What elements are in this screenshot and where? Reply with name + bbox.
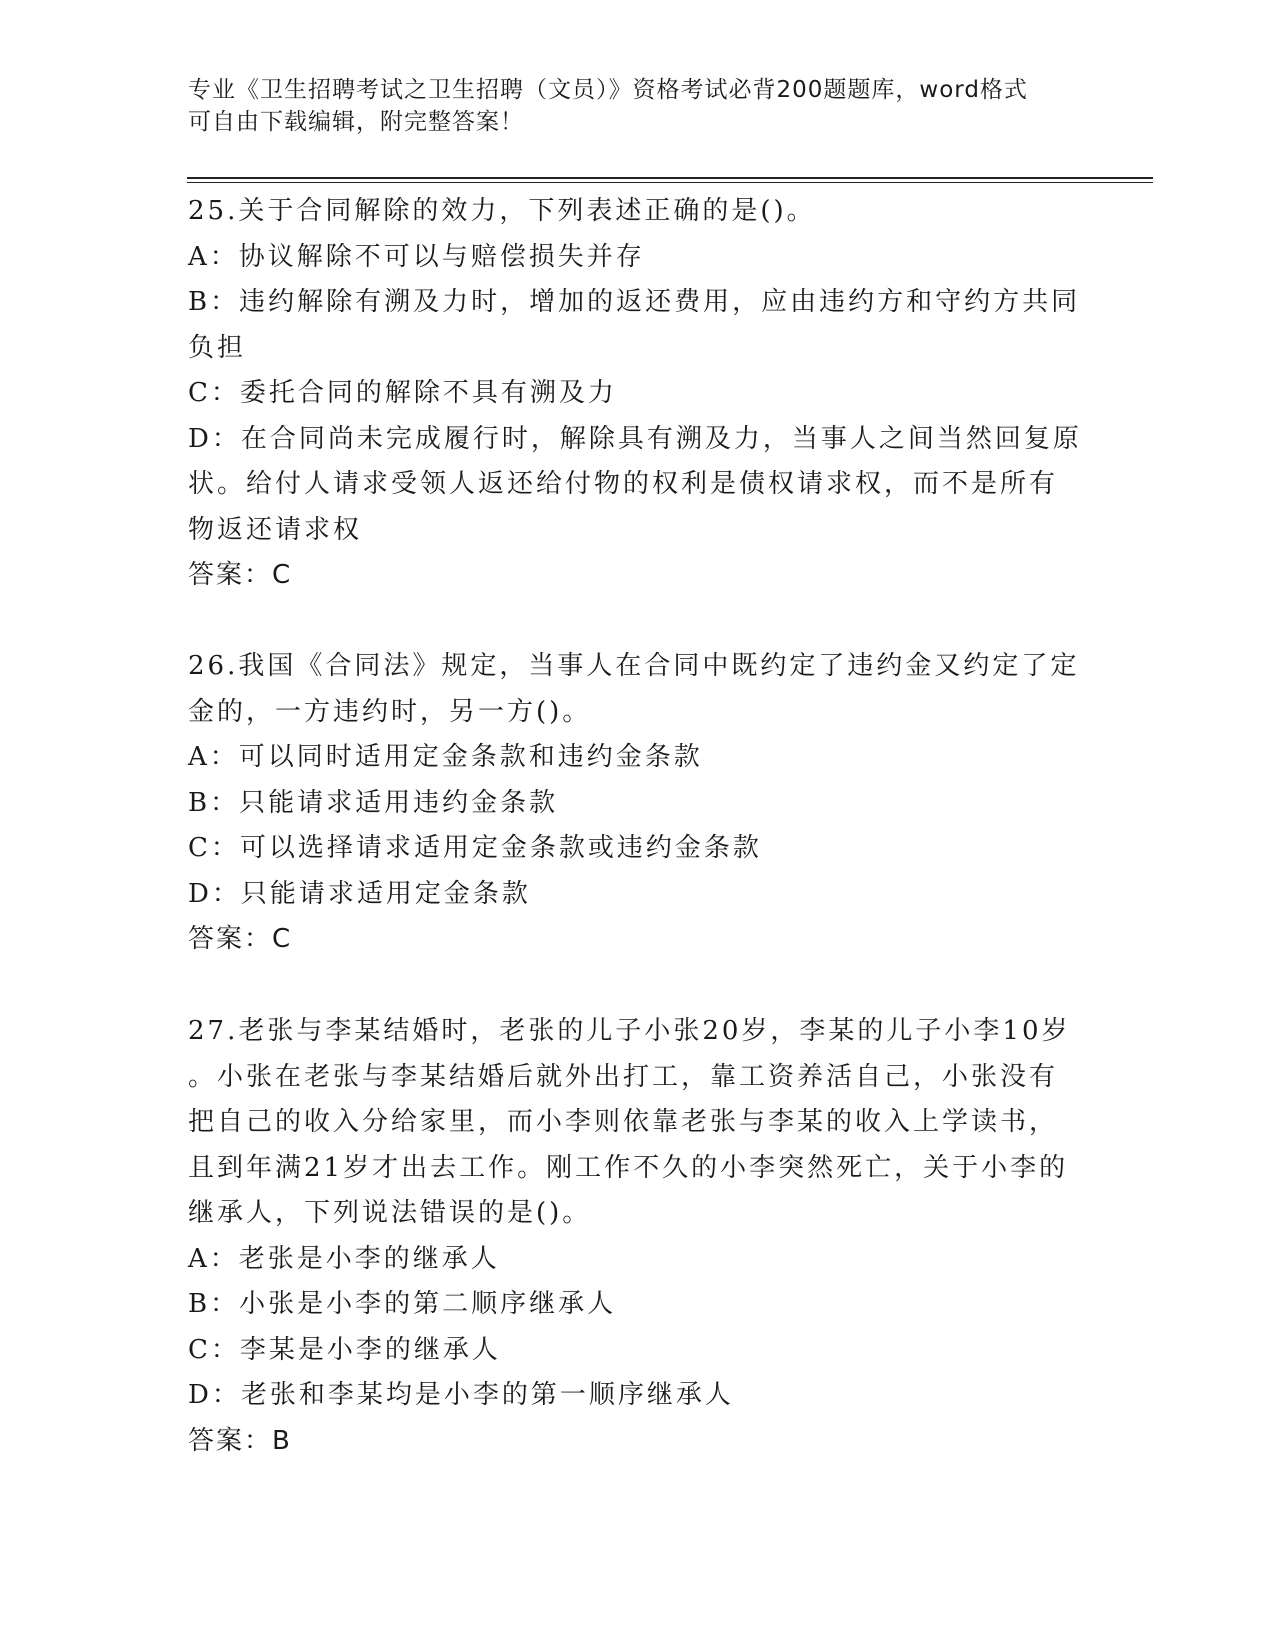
option-c: C：李某是小李的继承人 bbox=[188, 1334, 501, 1365]
question-stem: 26.我国《合同法》规定，当事人在合同中既约定了违约金又约定了定 bbox=[188, 651, 1080, 681]
question-stem: 25.关于合同解除的效力，下列表述正确的是()。 bbox=[188, 196, 816, 226]
question-stem-continued: 金的，一方违约时，另一方()。 bbox=[188, 696, 592, 727]
option-d-continued: 物返还请求权 bbox=[188, 514, 363, 545]
option-b: B：违约解除有溯及力时，增加的返还费用，应由违约方和守约方共同 bbox=[188, 287, 1081, 317]
option-d-continued: 状。给付人请求受领人返还给付物的权利是债权请求权，而不是所有 bbox=[188, 469, 1059, 499]
document-header bbox=[188, 74, 1068, 138]
header-title-line-2: 可自由下载编辑，附完整答案！ bbox=[188, 109, 524, 135]
question-stem-continued: 。小张在老张与李某结婚后就外出打工，靠工资养活自己，小张没有 bbox=[188, 1061, 1059, 1092]
question-26 bbox=[188, 644, 1078, 963]
header-divider-thick bbox=[187, 177, 1153, 179]
answer-label: 答案：B bbox=[188, 1425, 292, 1456]
question-stem-continued: 且到年满21岁才出去工作。刚工作不久的小李突然死亡，关于小李的 bbox=[188, 1152, 1069, 1183]
answer-label: 答案：C bbox=[188, 560, 293, 590]
option-a: A：协议解除不可以与赔偿损失并存 bbox=[188, 241, 645, 272]
question-25 bbox=[188, 189, 1082, 599]
option-b: B：小张是小李的第二顺序继承人 bbox=[188, 1289, 617, 1319]
header-divider-thin bbox=[187, 182, 1153, 183]
question-stem-continued: 继承人，下列说法错误的是()。 bbox=[188, 1198, 592, 1228]
option-b-continued: 负担 bbox=[188, 332, 247, 363]
option-d: D：只能请求适用定金条款 bbox=[188, 878, 531, 909]
question-stem: 27.老张与李某结婚时，老张的儿子小张20岁，李某的儿子小李10岁 bbox=[188, 1016, 1071, 1046]
option-d: D：在合同尚未完成履行时，解除具有溯及力，当事人之间当然回复原 bbox=[188, 423, 1082, 454]
option-a: A：可以同时适用定金条款和违约金条款 bbox=[188, 742, 703, 772]
option-c: C：委托合同的解除不具有溯及力 bbox=[188, 378, 617, 408]
option-b: B：只能请求适用违约金条款 bbox=[188, 787, 559, 818]
option-c: C：可以选择请求适用定金条款或违约金条款 bbox=[188, 833, 762, 863]
question-27 bbox=[188, 1009, 1078, 1464]
option-a: A：老张是小李的继承人 bbox=[188, 1243, 500, 1274]
answer-label: 答案：C bbox=[188, 924, 293, 954]
header-title-line-1: 专业《卫生招聘考试之卫生招聘（文员）》资格考试必背200题题库，word格式 bbox=[188, 77, 1028, 103]
option-d: D：老张和李某均是小李的第一顺序继承人 bbox=[188, 1380, 734, 1410]
question-stem-continued: 把自己的收入分给家里，而小李则依靠老张与李某的收入上学读书， bbox=[188, 1107, 1059, 1137]
